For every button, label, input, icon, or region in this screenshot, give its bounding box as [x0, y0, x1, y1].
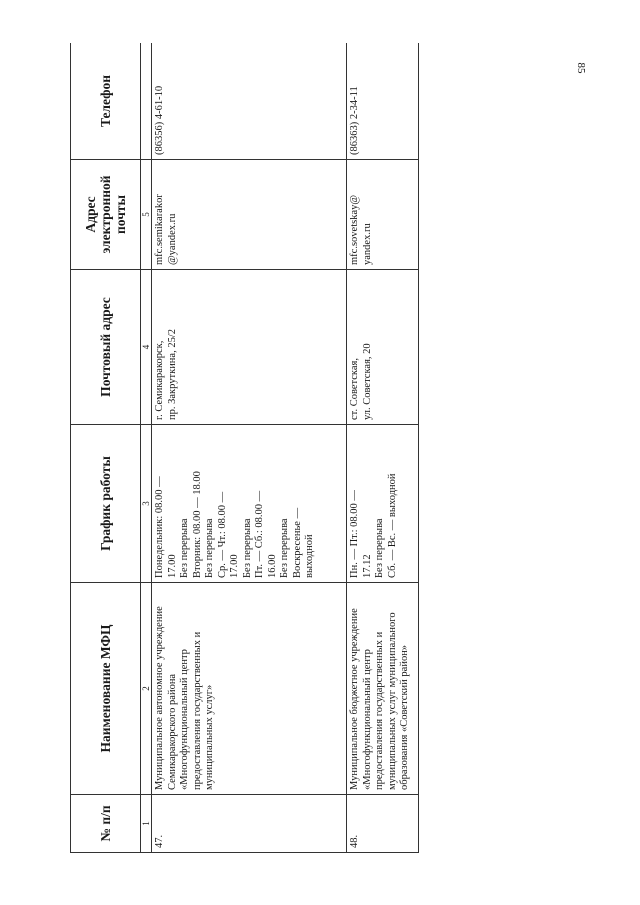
- mfc-table: [70, 43, 419, 853]
- row-schedule: Понедельник: 08.00 — 17.00 Без перерыва Вторник: 08.00 — 18.00 Без перерыва Ср. — Чт.: 08.00 — 17.00 Без перерыва Пт. — Сб.: 08.00 — 16.00 Без перерыва Воскресенье — выходной: [152, 425, 347, 583]
- header-name: Наименование МФЦ: [71, 583, 141, 795]
- table-row: [152, 43, 347, 853]
- row-num: 47.: [152, 795, 347, 853]
- column-number: 5: [141, 160, 152, 270]
- row-email: mfc.sovetskay@ yandex.ru: [347, 160, 419, 270]
- rotated-table-frame: [70, 43, 419, 853]
- table-content: [70, 43, 419, 853]
- column-number: 4: [141, 270, 152, 425]
- page-number: 85: [575, 62, 587, 74]
- row-phone: (86363) 2-34-11: [347, 43, 419, 160]
- header-num: № п/п: [71, 795, 141, 853]
- column-number: 2: [141, 583, 152, 795]
- column-number: 1: [141, 795, 152, 853]
- header-phone: Телефон: [71, 43, 141, 160]
- row-email: mfc.semikarakor @yandex.ru: [152, 160, 347, 270]
- column-number: 3: [141, 425, 152, 583]
- column-number: [141, 43, 152, 160]
- row-address: г. Семикаракорск, пр. Закруткина, 25/2: [152, 270, 347, 425]
- row-address: ст. Советская, ул. Советская, 20: [347, 270, 419, 425]
- header-email: Адрес электронной почты: [71, 160, 141, 270]
- row-name: Муниципальное автономное учреждение Семикаракорского района «Многофункциональный центр предоставления государственных и муниципальных услуг»: [152, 583, 347, 795]
- row-num: 48.: [347, 795, 419, 853]
- row-phone: (86356) 4-61-10: [152, 43, 347, 160]
- header-address: Почтовый адрес: [71, 270, 141, 425]
- row-schedule: Пн. — Пт.: 08.00 — 17.12 Без перерыва Сб. — Вс. — выходной: [347, 425, 419, 583]
- table-row: [347, 43, 419, 853]
- header-schedule: График работы: [71, 425, 141, 583]
- row-name: Муниципальное бюджетное учреждение «Многофункциональный центр предоставления государственных и муниципальных услуг муниципального образования «Советский район»: [347, 583, 419, 795]
